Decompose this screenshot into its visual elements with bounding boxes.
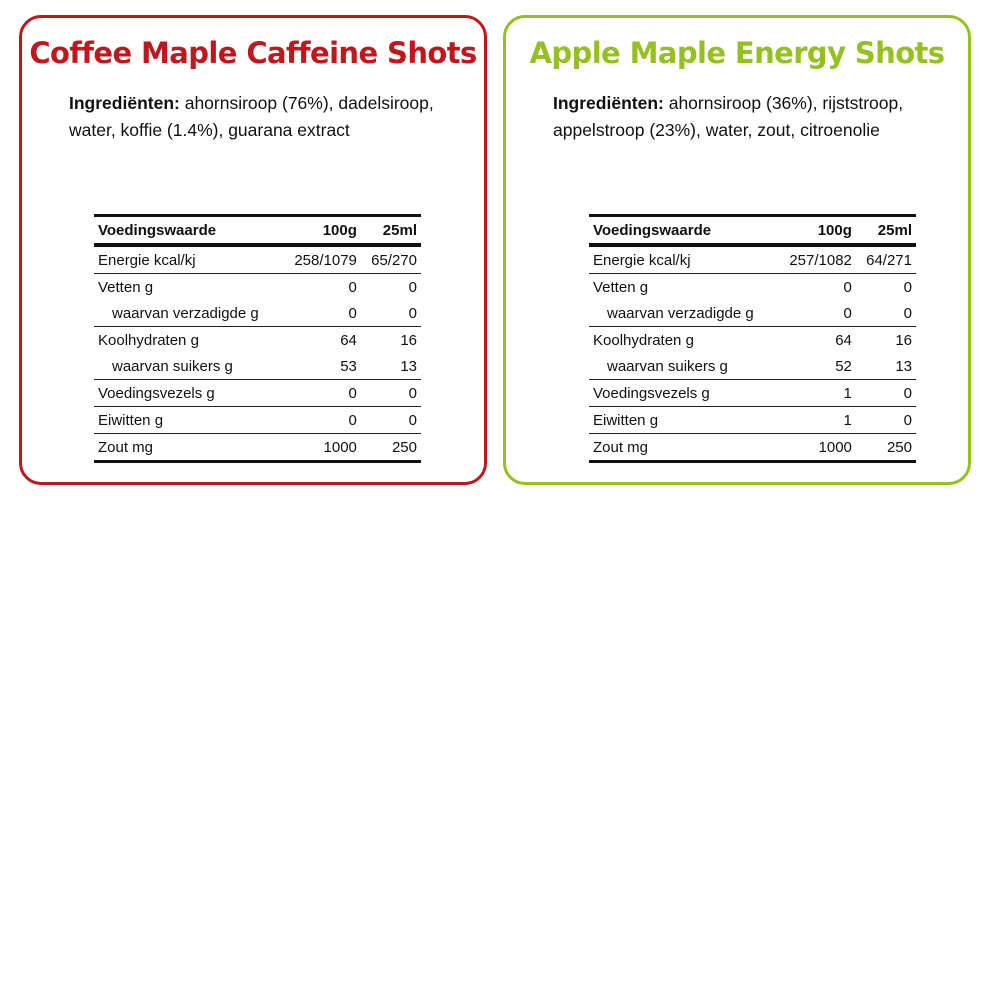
nutrient-value: 0 <box>777 300 856 327</box>
nutrient-label: Eiwitten g <box>94 407 282 434</box>
nutrition-table <box>589 214 916 463</box>
column-header: 25ml <box>856 216 916 246</box>
nutrient-value: 0 <box>361 407 421 434</box>
column-header: 100g <box>282 216 361 246</box>
table-row <box>589 380 916 407</box>
nutrient-label: waarvan verzadigde g <box>589 300 777 327</box>
table-row <box>94 407 421 434</box>
ingredients-text: ahornsiroop (36%), rijststroop, appelstroop (23%), water, zout, citroenolie <box>553 93 904 140</box>
table-row <box>589 245 916 274</box>
nutrient-value: 64 <box>340 331 357 349</box>
nutrient-value: 0 <box>903 278 912 296</box>
nutrient-label: Vetten g <box>593 278 649 296</box>
table-row <box>589 327 916 354</box>
nutrient-value: 13 <box>856 353 916 380</box>
nutrient-label: Voedingsvezels g <box>589 380 777 407</box>
nutrient-value: 1000 <box>323 438 357 456</box>
table-header-row <box>589 216 916 246</box>
nutrient-label: Eiwitten g <box>589 407 777 434</box>
nutrient-label: Voedingsvezels g <box>94 380 282 407</box>
nutrient-value: 0 <box>282 380 361 407</box>
nutrient-value: 13 <box>361 353 421 380</box>
nutrient-label: Energie kcal/kj <box>94 245 282 274</box>
table-row <box>94 245 421 274</box>
ingredients-label: Ingrediënten: <box>553 93 664 113</box>
nutrition-table <box>94 214 421 463</box>
nutrient-label: Zout mg <box>593 438 649 456</box>
nutrient-value: 0 <box>282 300 361 327</box>
table-row <box>94 353 421 380</box>
nutrient-value: 258/1079 <box>282 245 361 274</box>
nutrient-value: 1 <box>777 380 856 407</box>
nutrient-value: 64 <box>835 331 852 349</box>
product-title: Coffee Maple Caffeine Shots <box>29 36 477 70</box>
column-header: 25ml <box>361 216 421 246</box>
column-header: Voedingswaarde <box>94 216 282 246</box>
nutrient-value: 1000 <box>818 438 852 456</box>
nutrient-label: waarvan suikers g <box>589 353 777 380</box>
column-header: Voedingswaarde <box>589 216 777 246</box>
table-row <box>94 380 421 407</box>
nutrient-value: 64/271 <box>856 245 916 274</box>
table-header-row <box>94 216 421 246</box>
nutrient-value: 16 <box>895 331 912 349</box>
column-header: 100g <box>777 216 856 246</box>
table-row <box>94 274 421 301</box>
nutrient-value: 0 <box>348 278 357 296</box>
nutrient-value: 0 <box>856 407 916 434</box>
ingredients-text: ahornsiroop (76%), dadelsiroop, water, koffie (1.4%), guarana extract <box>69 93 434 140</box>
nutrient-value: 0 <box>361 380 421 407</box>
table-row <box>589 274 916 301</box>
nutrient-label: waarvan suikers g <box>94 353 282 380</box>
nutrient-value: 250 <box>886 438 912 456</box>
nutrient-label: Vetten g <box>98 278 154 296</box>
ingredients-label: Ingrediënten: <box>69 93 180 113</box>
nutrient-label: Koolhydraten g <box>98 331 199 349</box>
nutrient-value: 0 <box>282 407 361 434</box>
nutrient-value: 257/1082 <box>777 245 856 274</box>
nutrient-value: 65/270 <box>361 245 421 274</box>
table-row <box>589 434 916 462</box>
table-row <box>94 434 421 462</box>
nutrient-value: 0 <box>408 278 417 296</box>
nutrient-value: 52 <box>777 353 856 380</box>
nutrient-value: 250 <box>391 438 417 456</box>
nutrient-label: waarvan verzadigde g <box>94 300 282 327</box>
nutrient-value: 0 <box>856 380 916 407</box>
table-row <box>94 327 421 354</box>
nutrient-label: Koolhydraten g <box>593 331 694 349</box>
ingredients <box>69 90 449 144</box>
nutrient-value: 0 <box>843 278 852 296</box>
product-title: Apple Maple Energy Shots <box>529 36 945 70</box>
nutrient-label: Energie kcal/kj <box>589 245 777 274</box>
table-row <box>589 300 916 327</box>
product-card-apple <box>503 15 971 485</box>
nutrient-value: 0 <box>856 300 916 327</box>
nutrient-value: 0 <box>361 300 421 327</box>
product-card-coffee <box>19 15 487 485</box>
table-row <box>94 300 421 327</box>
nutrient-label: Zout mg <box>98 438 154 456</box>
nutrient-value: 53 <box>282 353 361 380</box>
table-row <box>589 353 916 380</box>
nutrient-value: 16 <box>400 331 417 349</box>
table-row <box>589 407 916 434</box>
nutrient-value: 1 <box>777 407 856 434</box>
ingredients <box>553 90 933 144</box>
